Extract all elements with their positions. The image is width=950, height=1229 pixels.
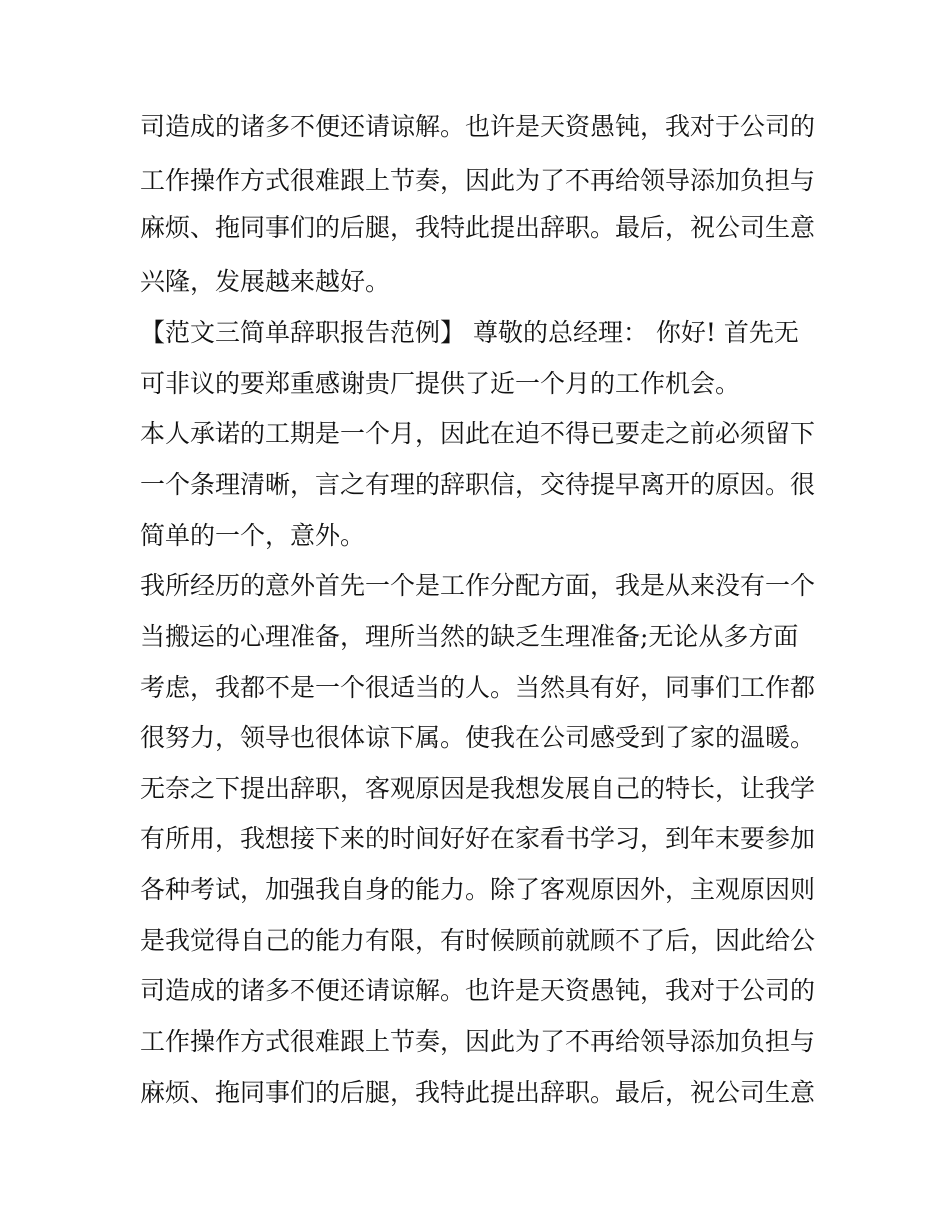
text-line-18: 司造成的诸多不便还请谅解。也许是天资愚钝，我对于公司的 bbox=[140, 976, 816, 1005]
text-line-8: 一个条理清晰，言之有理的辞职信，交待提早离开的原因。很 bbox=[140, 470, 816, 499]
text-line-5: 【范文三简单辞职报告范例】 尊敬的总经理： 你好! 首先无 bbox=[140, 318, 799, 347]
text-line-19: 工作操作方式很难跟上节奏，因此为了不再给领导添加负担与 bbox=[140, 1027, 816, 1056]
text-line-3: 麻烦、拖同事们的后腿，我特此提出辞职。最后，祝公司生意 bbox=[140, 213, 816, 242]
text-line-9: 简单的一个，意外。 bbox=[140, 521, 366, 550]
text-line-16: 各种考试，加强我自身的能力。除了客观原因外，主观原因则 bbox=[140, 875, 816, 904]
text-line-17: 是我觉得自己的能力有限，有时候顾前就顾不了后，因此给公 bbox=[140, 926, 816, 955]
text-line-15: 有所用，我想接下来的时间好好在家看书学习，到年末要参加 bbox=[140, 824, 816, 853]
text-line-7: 本人承诺的工期是一个月，因此在迫不得已要走之前必须留下 bbox=[140, 419, 816, 448]
text-line-12: 考虑，我都不是一个很适当的人。当然具有好，同事们工作都 bbox=[140, 673, 816, 702]
text-line-6: 可非议的要郑重感谢贵厂提供了近一个月的工作机会。 bbox=[140, 369, 741, 398]
text-line-4: 兴隆，发展越来越好。 bbox=[140, 267, 391, 296]
text-line-20: 麻烦、拖同事们的后腿，我特此提出辞职。最后，祝公司生意 bbox=[140, 1078, 816, 1107]
text-line-14: 无奈之下提出辞职，客观原因是我想发展自己的特长，让我学 bbox=[140, 774, 816, 803]
text-line-1: 司造成的诸多不便还请谅解。也许是天资愚钝，我对于公司的 bbox=[140, 112, 816, 141]
text-line-13: 很努力，领导也很体谅下属。使我在公司感受到了家的温暖。 bbox=[140, 723, 816, 752]
text-line-11: 当搬运的心理准备，理所当然的缺乏生理准备;无论从多方面 bbox=[140, 622, 799, 651]
text-line-10: 我所经历的意外首先一个是工作分配方面，我是从来没有一个 bbox=[140, 571, 816, 600]
text-line-2: 工作操作方式很难跟上节奏，因此为了不再给领导添加负担与 bbox=[140, 166, 816, 195]
